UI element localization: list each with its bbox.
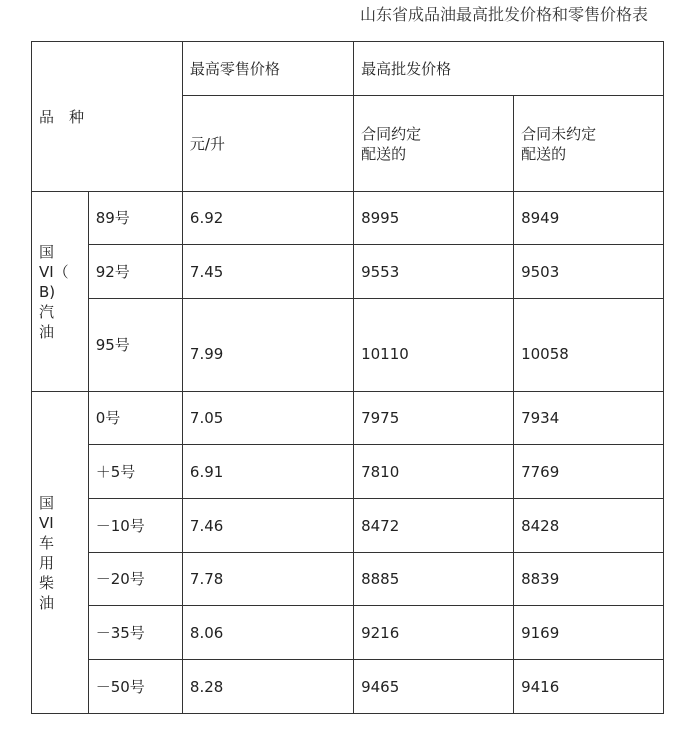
table-row <box>32 245 664 299</box>
contract-cell: 7810 <box>354 445 514 499</box>
table-row <box>32 192 664 245</box>
gasoline-category-line: 汽 <box>39 302 55 321</box>
noncontract-cell: 8839 <box>514 553 664 606</box>
header-kind-cell <box>32 42 183 192</box>
retail-cell: 7.05 <box>182 392 353 445</box>
retail-cell: 7.99 <box>182 299 353 392</box>
price-table <box>31 41 664 714</box>
retail-cell: 8.28 <box>182 660 353 714</box>
gasoline-category-line: 油 <box>39 322 55 341</box>
noncontract-cell: 8428 <box>514 499 664 553</box>
table-row <box>32 553 664 606</box>
table-row <box>32 445 664 499</box>
noncontract-cell: 9416 <box>514 660 664 714</box>
gasoline-category-cell <box>32 192 89 392</box>
grade-cell: －35号 <box>88 606 182 660</box>
retail-cell: 7.46 <box>182 499 353 553</box>
grade-cell: 0号 <box>88 392 182 445</box>
header-noncontract-line2: 配送的 <box>521 144 567 163</box>
table-row <box>32 660 664 714</box>
header-wholesale-cell <box>354 42 664 96</box>
retail-cell: 6.92 <box>182 192 353 245</box>
diesel-category-line: 车 <box>39 533 55 552</box>
gasoline-category-line: B) <box>39 282 56 301</box>
diesel-category-line: 柴 <box>39 573 55 592</box>
grade-cell: 95号 <box>88 299 182 392</box>
gasoline-category-line: 国 <box>39 242 55 261</box>
contract-cell: 8472 <box>354 499 514 553</box>
retail-cell: 7.45 <box>182 245 353 299</box>
grade-cell: －50号 <box>88 660 182 714</box>
header-contract-line1: 合同约定 <box>361 124 422 143</box>
diesel-category-line: 用 <box>39 553 55 572</box>
header-retail-cell <box>182 42 353 96</box>
header-wholesale: 最高批发价格 <box>361 59 452 78</box>
header-contract-line2: 配送的 <box>361 144 407 163</box>
noncontract-cell: 8949 <box>514 192 664 245</box>
retail-cell: 7.78 <box>182 553 353 606</box>
header-noncontract-line1: 合同未约定 <box>521 124 597 143</box>
grade-cell: ＋5号 <box>88 445 182 499</box>
gasoline-category-line: VI（ <box>39 262 69 281</box>
grade-cell: 89号 <box>88 192 182 245</box>
contract-cell: 10110 <box>354 299 514 392</box>
diesel-category-line: 油 <box>39 593 55 612</box>
grade-cell: －10号 <box>88 499 182 553</box>
header-unit: 元/升 <box>189 134 225 153</box>
noncontract-cell: 7769 <box>514 445 664 499</box>
table-title: 山东省成品油最高批发价格和零售价格表 <box>359 5 648 24</box>
retail-cell: 6.91 <box>182 445 353 499</box>
table-row <box>32 299 664 392</box>
header-unit-cell <box>182 96 353 192</box>
retail-cell: 8.06 <box>182 606 353 660</box>
contract-cell: 9553 <box>354 245 514 299</box>
contract-cell: 8885 <box>354 553 514 606</box>
noncontract-cell: 9503 <box>514 245 664 299</box>
contract-cell: 8995 <box>354 192 514 245</box>
table-row <box>32 392 664 445</box>
header-noncontract-cell <box>514 96 664 192</box>
header-kind: 品 种 <box>39 107 85 126</box>
contract-cell: 7975 <box>354 392 514 445</box>
header-contract-cell <box>354 96 514 192</box>
table-row <box>32 499 664 553</box>
table-row <box>32 606 664 660</box>
noncontract-cell: 9169 <box>514 606 664 660</box>
diesel-category-cell <box>32 392 89 714</box>
diesel-category-line: 国 <box>39 493 55 512</box>
contract-cell: 9216 <box>354 606 514 660</box>
header-row-1 <box>32 42 664 96</box>
grade-cell: 92号 <box>88 245 182 299</box>
noncontract-cell: 7934 <box>514 392 664 445</box>
contract-cell: 9465 <box>354 660 514 714</box>
grade-cell: －20号 <box>88 553 182 606</box>
noncontract-cell: 10058 <box>514 299 664 392</box>
header-retail: 最高零售价格 <box>189 59 280 78</box>
diesel-category-line: VI <box>39 513 54 532</box>
